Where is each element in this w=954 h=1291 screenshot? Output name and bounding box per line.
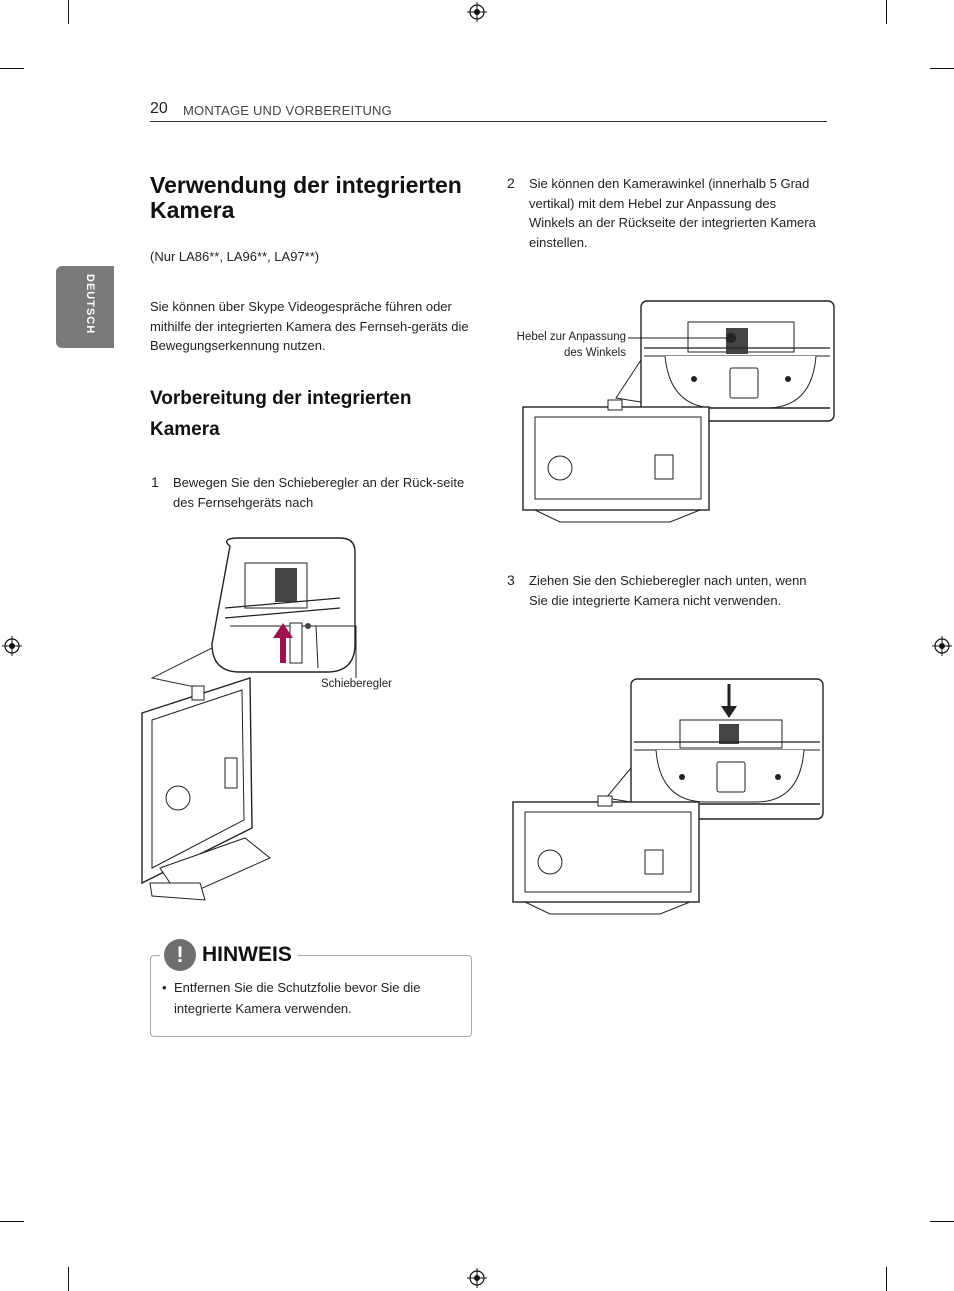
crop-mark — [930, 1221, 954, 1222]
crop-mark — [0, 1221, 24, 1222]
step-text: Sie können den Kamerawinkel (innerhalb 5 Grad vertikal) mit dem Hebel zur Anpassung des Winkels an der Rückseite der integrierten Kamera einstellen. — [529, 176, 816, 250]
crop-mark — [886, 1267, 887, 1291]
registration-mark-icon — [2, 636, 22, 656]
intro-paragraph: Sie können über Skype Videogespräche führen oder mithilfe der integrierten Kamera des Fernseh-geräts die Bewegungserkennung nutzen. — [150, 299, 469, 353]
section-title: MONTAGE UND VORBEREITUNG — [183, 103, 392, 118]
step-number: 3 — [507, 572, 515, 588]
language-tab-label: DEUTSCH — [84, 274, 96, 335]
note-item — [162, 977, 462, 1019]
crop-mark — [0, 68, 24, 69]
slider-label: Schieberegler — [321, 678, 392, 690]
lever-label-line2: des Winkels — [564, 347, 626, 359]
note-item-text: Entfernen Sie die Schutzfolie bevor Sie die integrierte Kamera verwenden. — [174, 980, 421, 1016]
step-number: 1 — [151, 474, 159, 490]
header-rule — [150, 121, 827, 122]
lever-label — [505, 329, 626, 361]
page-title: Verwendung der integrierten Kamera — [150, 172, 462, 223]
note-header — [160, 938, 298, 972]
tv-slider-down-illustration — [510, 678, 826, 918]
step-text: Bewegen Sie den Schieberegler an der Rück-seite des Fernsehgeräts nach — [173, 475, 465, 510]
exclamation-icon: ! — [164, 939, 196, 971]
subheading: Vorbereitung der integrierten Kamera — [150, 388, 412, 440]
crop-mark — [68, 0, 69, 24]
crop-mark — [930, 68, 954, 69]
tv-slider-illustration — [130, 538, 420, 908]
lever-label-line1: Hebel zur Anpassung — [516, 331, 626, 343]
step-text: Ziehen Sie den Schieberegler nach unten, wenn Sie die integrierte Kamera nicht verwenden. — [529, 573, 807, 608]
page-number: 20 — [150, 100, 168, 117]
registration-mark-icon — [467, 1268, 487, 1288]
registration-mark-icon — [467, 2, 487, 22]
registration-mark-icon — [932, 636, 952, 656]
language-tab — [56, 266, 114, 348]
lever-pointer-line — [628, 336, 734, 340]
note-title: HINWEIS — [202, 943, 292, 966]
crop-mark — [886, 0, 887, 24]
crop-mark — [68, 1267, 69, 1291]
models-note: (Nur LA86**, LA96**, LA97**) — [150, 249, 320, 264]
step-number: 2 — [507, 175, 515, 191]
bullet: • — [162, 980, 167, 995]
